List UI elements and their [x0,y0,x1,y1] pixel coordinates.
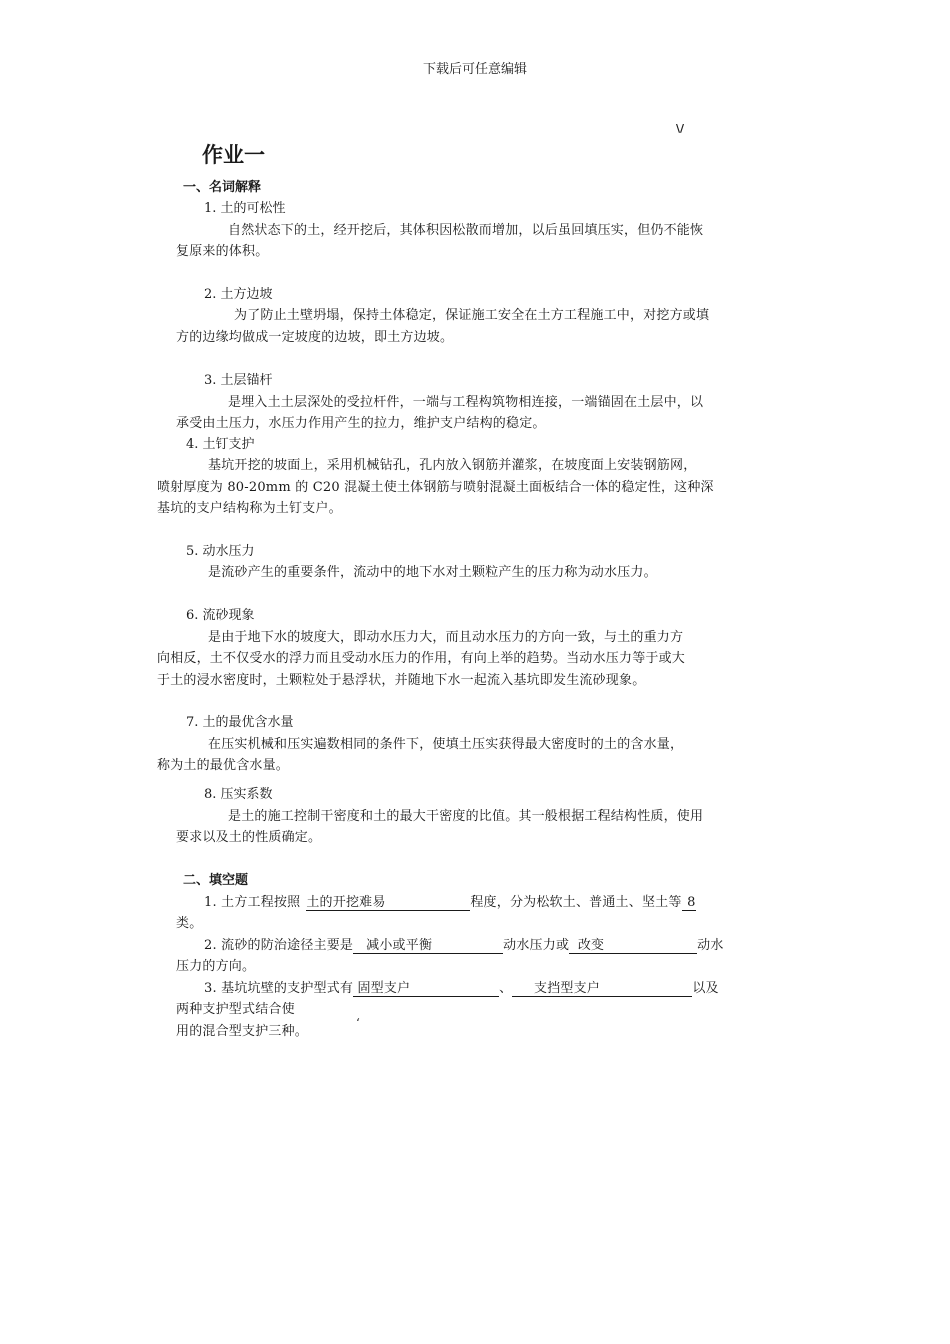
term-1: 1. 土的可松性 [204,201,286,216]
question-1-continued: 类。 [176,916,203,931]
question-3-text: 3. 基坑坑壁的支护型式有 [204,981,354,996]
term-6: 6. 流砂现象 [186,608,255,623]
question-2-text: 2. 流砂的防治途径主要是 [204,938,354,953]
term-8: 8. 压实系数 [204,787,273,802]
definition-1-line-2: 复原来的体积。 [176,244,269,259]
question-2-answer-2-text: 改变 [577,938,605,953]
question-3-answer-2 [512,981,692,997]
definition-8-line-1: 是土的施工控制干密度和土的最大干密度的比值。其一般根据工程结构性质，使用 [228,809,704,824]
question-3-continued-1: 两种支护型式结合使 [176,1002,295,1017]
question-1-text-mid: 程度，分为松软土、普通土、坚土等 [470,895,682,910]
question-3-answer-1 [353,981,499,997]
corner-mark: \/ [676,122,685,135]
question-3-answer-2-text: 支挡型支户 [534,981,601,996]
definition-5-line-1: 是流砂产生的重要条件，流动中的地下水对土颗粒产生的压力称为动水压力。 [208,565,657,580]
definition-7-line-2: 称为土的最优含水量。 [157,758,290,773]
definition-6-line-1: 是由于地下水的坡度大，即动水压力大，而且动水压力的方向一致，与土的重力方 [208,630,684,645]
trailing-mark: ‘ [356,1016,360,1030]
definition-8-line-2: 要求以及土的性质确定。 [176,830,322,845]
definition-3-line-2: 承受由土压力，水压力作用产生的拉力，维护支户结构的稳定。 [176,416,546,431]
term-2: 2. 土方边坡 [204,287,273,302]
definition-4-line-1: 基坑开挖的坡面上，采用机械钻孔，孔内放入钢筋并灌浆，在坡度面上安装钢筋网， [208,458,697,473]
question-2-text-mid: 动水压力或 [503,938,570,953]
definition-6-line-2: 向相反，土不仅受水的浮力而且受动水压力的作用，有向上举的趋势。当动水压力等于或大 [157,651,686,666]
question-1-answer-1: 土的开挖难易 [306,895,470,911]
term-4: 4. 土钉支护 [186,437,255,452]
question-1-answer-2: 8 [682,895,696,911]
question-2-answer-1-text: 减小或平衡 [366,938,433,953]
definition-7-line-1: 在压实机械和压实遍数相同的条件下，使填土压实获得最大密度时的土的含水量， [208,737,684,752]
question-3-separator: 、 [499,981,513,996]
definition-6-line-3: 于土的浸水密度时，土颗粒处于悬浮状，并随地下水一起流入基坑即发生流砂现象。 [157,673,646,688]
question-2-answer-1 [353,938,503,954]
definition-3-line-1: 是埋入土土层深处的受拉杆件，一端与工程构筑物相连接，一端锚固在土层中，以 [228,395,704,410]
section-heading-definitions: 一、名词解释 [183,180,262,195]
definition-2-line-2: 方的边缘均做成一定坡度的边坡，即土方边坡。 [176,330,454,345]
question-2 [204,934,724,954]
question-3-answer-1-text: 固型支户 [357,981,411,996]
definition-2-line-1: 为了防止土壁坍塌，保持土体稳定，保证施工安全在土方工程施工中，对挖方或填 [234,308,710,323]
question-2-text-post: 动水 [697,938,724,953]
term-7: 7. 土的最优含水量 [186,715,294,730]
question-2-continued: 压力的方向。 [176,959,256,974]
definition-4-line-3: 基坑的支户结构称为土钉支户。 [157,501,342,516]
question-3-text-post: 以及 [692,981,719,996]
question-2-answer-2 [569,938,697,954]
definition-1-line-1: 自然状态下的土，经开挖后，其体积因松散而增加，以后虽回填压实，但仍不能恢 [228,223,704,238]
question-1-text: 1. 土方工程按照 [204,895,301,910]
question-1 [204,891,696,911]
page-title: 作业一 [202,143,265,167]
definition-4-line-2: 喷射厚度为 80-20mm 的 C20 混凝土使土体钢筋与喷射混凝土面板结合一体的稳定性，这种深 [157,480,714,495]
question-3-continued-2: 用的混合型支护三种。 [176,1024,309,1039]
term-5: 5. 动水压力 [186,544,255,559]
section-heading-fill-blanks: 二、填空题 [183,873,249,888]
term-3: 3. 土层锚杆 [204,373,273,388]
page-header: 下载后可任意编辑 [422,62,527,77]
question-3 [204,977,719,997]
